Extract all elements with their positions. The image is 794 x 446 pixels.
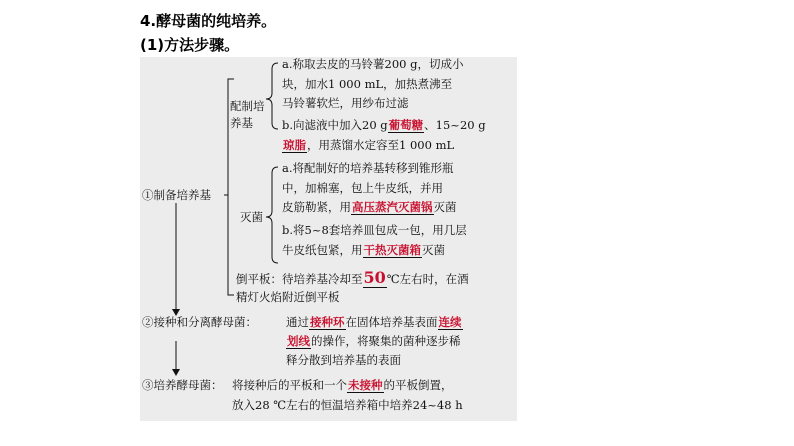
step2-text: 通过接种环在固体培养基表面连续 <box>286 315 462 329</box>
answer-continuous: 连续 <box>438 315 462 329</box>
sterilize-step-a: 皮筋勒紧，用高压蒸汽灭菌锅灭菌 <box>282 200 457 214</box>
step2-text: 释分散到培养基的表面 <box>286 353 401 367</box>
answer-autoclave: 高压蒸汽灭菌锅 <box>352 200 433 214</box>
step3-label: ③培养酵母菌： <box>142 378 223 392</box>
answer-dry-heat-oven: 干热灭菌箱 <box>363 243 421 257</box>
pour-plate-step: 倒平板：待培养基冷却至50℃左右时，在酒 <box>236 268 469 287</box>
prep-label: 配制培 <box>230 99 265 113</box>
prep-step-b: b.向滤液中加入20 g葡萄糖、15~20 g <box>282 118 486 132</box>
prep-step-a: 块，加水1 000 mL，加热煮沸至 <box>282 77 453 91</box>
pour-plate-step: 精灯火焰附近倒平板 <box>236 290 340 304</box>
prep-brace <box>266 63 278 129</box>
step2-text: 划线的操作，将聚集的菌种逐步稀 <box>287 334 461 348</box>
sterilize-label: 灭菌 <box>240 210 263 224</box>
method-steps-diagram <box>140 57 517 421</box>
answer-streak: 划线 <box>287 334 310 348</box>
step3-text: 将接种后的平板和一个未接种的平板倒置， <box>232 378 453 392</box>
answer-temperature: 50 <box>363 268 386 287</box>
arrowhead-s2-s3 <box>172 369 180 376</box>
prep-step-a: a.称取去皮的马铃薯200 g，切成小 <box>282 57 464 71</box>
step2-label: ②接种和分离酵母菌： <box>142 315 257 329</box>
prep-step-a: 马铃薯软烂，用纱布过滤 <box>282 96 409 110</box>
section-subtitle: (1)方法步骤。 <box>140 36 240 54</box>
prep-label: 养基 <box>230 116 253 130</box>
step1-label: ①制备培养基 <box>142 188 211 202</box>
answer-uninoculated: 未接种 <box>348 378 383 392</box>
sterilize-step-a: a.将配制好的培养基转移到锥形瓶 <box>282 161 454 175</box>
sterilize-step-b: 牛皮纸包紧，用干热灭菌箱灭菌 <box>282 243 445 257</box>
sterilize-step-a: 中，加棉塞，包上牛皮纸，并用 <box>282 181 443 195</box>
answer-inoculating-loop: 接种环 <box>310 315 345 329</box>
answer-agar: 琼脂 <box>283 138 306 152</box>
sterilize-brace <box>266 167 278 263</box>
section-title: 4.酵母菌的纯培养。 <box>140 12 277 30</box>
prep-step-b: 琼脂，用蒸馏水定容至1 000 mL <box>283 138 455 152</box>
sterilize-step-b: b.将5~8套培养皿包成一包，用几层 <box>282 223 467 237</box>
step3-text: 放入28 ℃左右的恒温培养箱中培养24~48 h <box>232 398 463 412</box>
answer-glucose: 葡萄糖 <box>388 118 424 132</box>
